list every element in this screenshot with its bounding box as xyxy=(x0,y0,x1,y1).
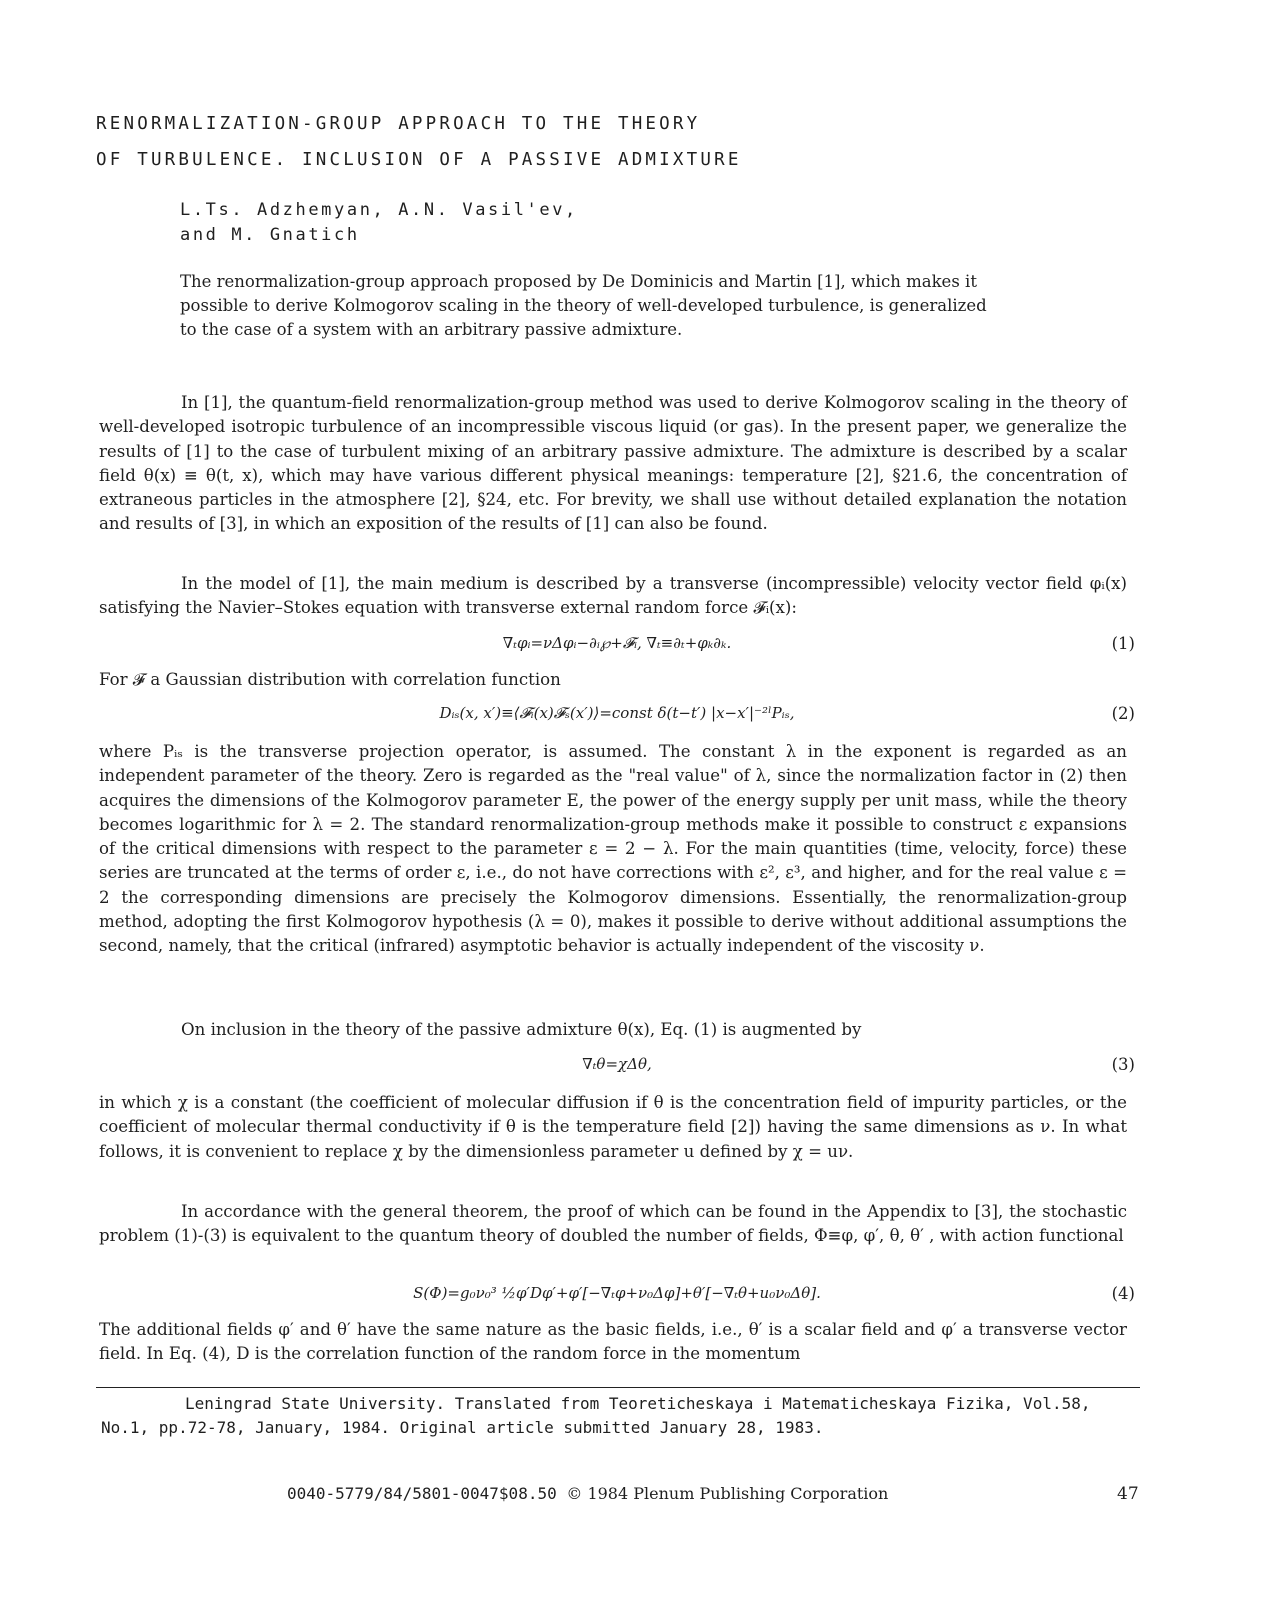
footnote-divider xyxy=(96,1387,1140,1388)
equation-4-body: S(Φ)=g₀ν₀³ ½φ′Dφ′+φ′[−∇ₜφ+ν₀Δφ]+θ′[−∇ₜθ+u₀ν₀Δθ]. xyxy=(413,1284,821,1302)
copyright-publisher: © 1984 Plenum Publishing Corporation xyxy=(566,1484,889,1503)
paragraph-4: where Pᵢₛ is the transverse projection operator, is assumed. The constant λ in the exponent is regarded as an independent parameter of the theory. Zero is regarded as the "real value" of λ, since the normalization factor in (2) then acquires the dimensions of the Kolmogorov parameter E, the power of the energy supply per unit mass, while the theory becomes logarithmic for λ = 2. The standard renormalization-group methods make it possible to construct ε expansions of the critical dimensions with respect to the parameter ε = 2 − λ. For the main quantities (time, velocity, force) these series are truncated at the terms of order ε, i.e., do not have corrections with ε², ε³, and higher, and for the real value ε = 2 the corresponding dimensions are precisely the Kolmogorov dimensions. Essentially, the renormalization-group method, adopting the first Kolmogorov hypothesis (λ = 0), makes it possible to derive without additional assumptions the second, namely, that the critical (infrared) asymptotic behavior is actually independent of the viscosity ν. xyxy=(99,742,1127,956)
page-number: 47 xyxy=(1117,1484,1139,1504)
paragraph-2: In the model of [1], the main medium is described by a transverse (incompressible) velocity vector field φᵢ(x) satisfying the Navier–Stokes equation with transverse external random force 𝓕ᵢ(x): xyxy=(99,574,1127,618)
equation-2 xyxy=(99,704,1135,728)
equation-1 xyxy=(99,634,1135,658)
body-block-4 xyxy=(99,740,1127,959)
equation-2-number: (2) xyxy=(1111,704,1135,723)
paragraph-6: in which χ is a constant (the coefficient of molecular diffusion if θ is the concentration field of impurity particles, or the coefficient of molecular thermal conductivity if θ is the temperature field [2]) having the same dimensions as ν. In what follows, it is convenient to replace χ by the dimensionless parameter u defined by χ = uν. xyxy=(99,1093,1127,1161)
title-line-2: OF TURBULENCE. INCLUSION OF A PASSIVE ADMIXTURE xyxy=(96,150,742,170)
body-block-5 xyxy=(99,1018,1127,1042)
paragraph-1: In [1], the quantum-field renormalization-group method was used to derive Kolmogorov scaling in the theory of well-developed isotropic turbulence of an incompressible viscous liquid (or gas). In the present paper, we generalize the results of [1] to the case of turbulent mixing of an arbitrary passive admixture. The admixture is described by a scalar field θ(x) ≡ θ(t, x), which may have various different physical meanings: temperature [2], §21.6, the concentration of extraneous particles in the atmosphere [2], §24, etc. For brevity, we shall use without detailed explanation the notation and results of [3], in which an exposition of the results of [1] can also be found. xyxy=(99,393,1127,534)
equation-1-body: ∇ₜφᵢ=νΔφᵢ−∂ᵢ℘+𝓕ᵢ, ∇ₜ≡∂ₜ+φₖ∂ₖ. xyxy=(502,634,732,652)
equation-3-body: ∇ₜθ=χΔθ, xyxy=(582,1055,652,1073)
body-block-3 xyxy=(99,668,1127,692)
copyright-line xyxy=(287,1484,888,1503)
body-block-6 xyxy=(99,1091,1127,1164)
paragraph-5: On inclusion in the theory of the passive admixture θ(x), Eq. (1) is augmented by xyxy=(181,1020,862,1039)
body-block-1 xyxy=(99,391,1127,537)
equation-4-number: (4) xyxy=(1111,1284,1135,1303)
paragraph-3: For 𝓕 a Gaussian distribution with correlation function xyxy=(99,670,561,689)
title-line-1: RENORMALIZATION-GROUP APPROACH TO THE THEORY xyxy=(96,114,701,134)
body-block-7 xyxy=(99,1200,1127,1249)
equation-4 xyxy=(99,1284,1135,1308)
equation-3-number: (3) xyxy=(1111,1055,1135,1074)
footnote-text: Leningrad State University. Translated from Teoreticheskaya i Matematicheskaya Fizika, Vol.58, No.1, pp.72-78, January, 1984. Original article submitted January 28, 1983. xyxy=(101,1394,1091,1437)
authors-line-1: L.Ts. Adzhemyan, A.N. Vasil'ev, xyxy=(180,200,578,220)
equation-2-body: Dᵢₛ(x, x′)≡⟨𝓕ᵢ(x)𝓕ₛ(x′)⟩=const δ(t−t′) |x−x′|⁻²ˡPᵢₛ, xyxy=(439,704,795,722)
abstract xyxy=(180,270,1000,342)
paragraph-7: In accordance with the general theorem, the proof of which can be found in the Appendix to [3], the stochastic problem (1)-(3) is equivalent to the quantum theory of doubled the number of fields, Φ≡φ, φ′, θ, θ′ , with action functional xyxy=(99,1202,1127,1246)
footnote xyxy=(101,1392,1141,1440)
body-block-2 xyxy=(99,572,1127,621)
authors xyxy=(180,198,578,248)
body-block-8 xyxy=(99,1318,1127,1367)
copyright-code: 0040-5779/84/5801-0047$08.50 xyxy=(287,1484,557,1503)
paragraph-8: The additional fields φ′ and θ′ have the same nature as the basic fields, i.e., θ′ is a scalar field and φ′ a transverse vector field. In Eq. (4), D is the correlation function of the random force in the momentum xyxy=(99,1320,1127,1364)
abstract-text: The renormalization-group approach proposed by De Dominicis and Martin [1], which makes it possible to derive Kolmogorov scaling in the theory of well-developed turbulence, is generalized to the case of a system with an arbitrary passive admixture. xyxy=(180,272,987,339)
equation-1-number: (1) xyxy=(1111,634,1135,653)
equation-3 xyxy=(99,1055,1135,1079)
authors-line-2: and M. Gnatich xyxy=(180,225,360,245)
